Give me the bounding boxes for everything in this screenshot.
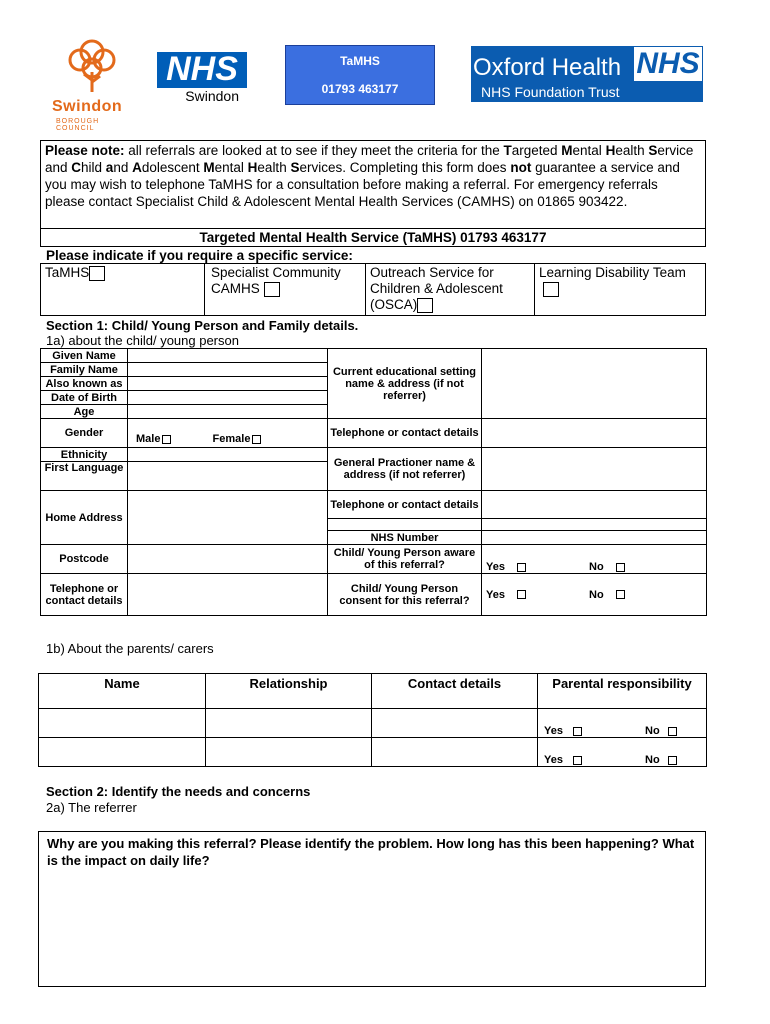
postcode-field[interactable] (128, 545, 328, 574)
aware-no-checkbox[interactable] (616, 563, 625, 572)
aware-no-label: No (589, 561, 604, 573)
note-bold-letter: M (561, 143, 573, 158)
note-text: hild (81, 160, 106, 175)
note-text-3: guarantee a service and you may wish to telephone TaMHS for a consultation before making a referral. For emergency referrals please contact Specialist Child & Adolescent Mental Health Services (CAMHS) on 01865 903422. (45, 160, 680, 209)
camhs-checkbox[interactable] (264, 282, 280, 297)
note-bold-letter: S (290, 160, 300, 175)
dob-label: Date of Birth (41, 391, 128, 405)
postcode-label: Postcode (41, 545, 128, 574)
spacer-field (482, 519, 707, 531)
gp-phone-label: Telephone or contact details (328, 491, 482, 519)
note-bold-letter: H (247, 160, 258, 175)
parent2-responsibility (538, 738, 707, 767)
oxford-health-logo (471, 46, 703, 102)
section1b-sub: 1b) About the parents/ carers (46, 641, 214, 656)
oxford-trust-name: NHS Foundation Trust (481, 84, 620, 100)
parent2-no-label: No (645, 754, 660, 766)
note-text: argeted (511, 143, 562, 158)
male-checkbox[interactable] (162, 435, 171, 444)
aka-label: Also known as (41, 377, 128, 391)
parent1-relationship-field[interactable] (206, 709, 372, 738)
note-bold-letter: M (203, 160, 215, 175)
parent1-yes-checkbox[interactable] (573, 727, 582, 736)
consent-yes-checkbox[interactable] (517, 590, 526, 599)
note-box (40, 140, 706, 229)
aka-field[interactable] (128, 377, 328, 391)
section1-title: Section 1: Child/ Young Person and Family details. (46, 318, 359, 333)
gender-label: Gender (41, 419, 128, 448)
parent1-name-field[interactable] (39, 709, 206, 738)
ethnicity-field[interactable] (128, 448, 328, 462)
edu-phone-field[interactable] (482, 419, 707, 448)
service-option-label: Specialist Community CAMHS (211, 265, 341, 296)
note-text-1: all referrals are looked at to see if they meet the criteria for the (124, 143, 504, 158)
consent-no-label: No (589, 588, 604, 601)
referral-reason-question: Why are you making this referral? Please identify the problem. How long has this been happening? What is the impact on daily life? (47, 836, 695, 868)
home-address-label: Home Address (41, 491, 128, 545)
telephone-label: Telephone or contact details (41, 574, 128, 616)
note-text: nd (113, 160, 133, 175)
nhs-mark: NHS (157, 52, 247, 88)
note-text: ental (572, 143, 602, 158)
first-language-label: First Language (41, 462, 128, 491)
oxford-nhs-mark: NHS (634, 47, 702, 81)
parents-table (38, 673, 707, 767)
ethnicity-label: Ethnicity (41, 448, 128, 462)
female-label: Female (212, 433, 251, 445)
aware-yes-label: Yes (486, 561, 505, 573)
note-bold-letter: S (648, 143, 658, 158)
tamhs-header-title: TaMHS (340, 54, 380, 68)
note-text: ealth (615, 143, 649, 158)
note-text: ealth (257, 160, 291, 175)
tamhs-title-bar (40, 228, 706, 247)
age-field[interactable] (128, 405, 328, 419)
note-bold-letter: A (132, 160, 142, 175)
nhs-swindon-name: Swindon (185, 88, 239, 104)
male-label: Male (136, 433, 161, 445)
consent-yes-label: Yes (486, 588, 505, 601)
consent-label: Child/ Young Person consent for this referral? (328, 574, 482, 616)
aware-field (482, 545, 707, 574)
parent2-name-field[interactable] (39, 738, 206, 767)
section2a-sub: 2a) The referrer (46, 800, 137, 815)
telephone-field[interactable] (128, 574, 328, 616)
note-text: dolescent (141, 160, 204, 175)
service-option-osca (366, 264, 535, 316)
nhs-swindon-logo (157, 52, 249, 108)
swindon-logo-sub: BOROUGH COUNCIL (56, 118, 100, 132)
parent2-contact-field[interactable] (372, 738, 538, 767)
edu-phone-label: Telephone or contact details (328, 419, 482, 448)
parent1-contact-field[interactable] (372, 709, 538, 738)
parents-header-contact: Contact details (372, 674, 538, 709)
family-name-label: Family Name (41, 363, 128, 377)
note-text: ervices. Completing this form does (299, 160, 507, 175)
parent2-relationship-field[interactable] (206, 738, 372, 767)
child-details-table (40, 348, 707, 616)
ldt-checkbox[interactable] (543, 282, 559, 297)
note-text: ental (214, 160, 248, 175)
parent1-no-checkbox[interactable] (668, 727, 677, 736)
service-option-tamhs (41, 264, 205, 316)
swindon-tree-icon (62, 34, 122, 94)
service-option-ldt (535, 264, 706, 316)
note-text: ervice and (45, 143, 694, 175)
service-heading: Please indicate if you require a specific service: (46, 248, 353, 263)
section2-title: Section 2: Identify the needs and concerns (46, 784, 311, 799)
service-option-camhs (205, 264, 366, 316)
dob-field[interactable] (128, 391, 328, 405)
education-field[interactable] (482, 349, 707, 419)
nhs-number-field[interactable] (482, 531, 707, 545)
note-bold-letter: H (605, 143, 616, 158)
swindon-logo (48, 34, 138, 132)
referral-reason-box[interactable] (38, 831, 706, 987)
aware-yes-checkbox[interactable] (517, 563, 526, 572)
osca-checkbox[interactable] (417, 298, 433, 313)
service-option-label: Learning Disability Team (539, 265, 686, 280)
parents-header-responsibility: Parental responsibility (538, 674, 707, 709)
note-bold-not: not (510, 160, 532, 175)
home-address-field[interactable] (128, 491, 328, 545)
nhs-number-label: NHS Number (328, 531, 482, 545)
parents-header-name: Name (39, 674, 206, 709)
swindon-logo-name: Swindon (52, 98, 123, 115)
service-option-label: Outreach Service for Children & Adolescent (OSCA) (370, 265, 503, 312)
given-name-label: Given Name (41, 349, 128, 363)
age-label: Age (41, 405, 128, 419)
given-name-field[interactable] (128, 349, 328, 363)
note-label: Please note: (45, 143, 125, 158)
aware-label: Child/ Young Person aware of this referral? (328, 545, 482, 574)
consent-field (482, 574, 707, 616)
gender-field (128, 419, 328, 448)
parent1-no-label: No (645, 725, 660, 737)
family-name-field[interactable] (128, 363, 328, 377)
first-language-field[interactable] (128, 462, 328, 491)
service-table (40, 263, 706, 316)
consent-no-checkbox[interactable] (616, 590, 625, 599)
tamhs-checkbox[interactable] (89, 266, 105, 281)
tamhs-header-box (285, 45, 435, 105)
tamhs-header-phone: 01793 463177 (321, 82, 399, 96)
female-checkbox[interactable] (252, 435, 261, 444)
note-bold-letter: a (105, 160, 114, 175)
parents-header-relationship: Relationship (206, 674, 372, 709)
section1a-sub: 1a) about the child/ young person (46, 333, 239, 348)
spacer-cell (328, 519, 482, 531)
service-option-label: TaMHS (45, 265, 90, 280)
gp-phone-field[interactable] (482, 491, 707, 519)
education-label: Current educational setting name & address (if not referrer) (328, 349, 482, 419)
oxford-health-name: Oxford Health (473, 54, 622, 81)
parent1-responsibility (538, 709, 707, 738)
gp-field[interactable] (482, 448, 707, 491)
tamhs-title: Targeted Mental Health Service (TaMHS) 01793 463177 (199, 230, 547, 245)
parent2-no-checkbox[interactable] (668, 756, 677, 765)
note-bold-letter: C (71, 160, 82, 175)
parent2-yes-label: Yes (544, 754, 563, 766)
gp-label: General Practioner name & address (if not referrer) (328, 448, 482, 491)
parent1-yes-label: Yes (544, 725, 563, 737)
note-bold-letter: T (503, 143, 512, 158)
parent2-yes-checkbox[interactable] (573, 756, 582, 765)
